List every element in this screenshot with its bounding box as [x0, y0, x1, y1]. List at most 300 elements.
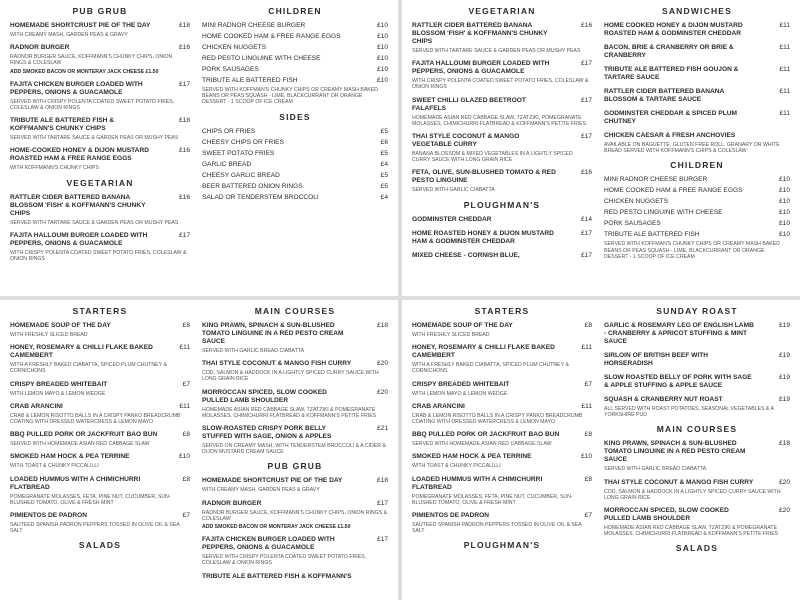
- item-description: WITH LEMON MAYO & LEMON WEDGE: [10, 390, 106, 397]
- item-description: WITH LEMON MAYO & LEMON WEDGE: [412, 390, 508, 397]
- item-description: WITH A FRESHLY BAKED CIABATTA, SPICED PLUM CHUTNEY & CORNICHONS: [412, 362, 569, 375]
- menu-page: [402, 300, 800, 600]
- menu-item: [604, 352, 790, 368]
- item-name: RADNOR BURGER: [202, 499, 262, 507]
- menu-item: [604, 396, 790, 418]
- item-description: SERVED WITH KOFFMAN'S CHUNKY CHIPS OR CREAMY MASH BAKED BEANS OR PEAS SQUASH - LIME, BLACKCURRANT OR ORANGE DESSERT - 1 SCOOP OF ICE CREAM: [604, 241, 780, 260]
- item-name: CHICKEN NUGGETS: [604, 198, 669, 206]
- menu-column: [202, 300, 388, 587]
- item-price: £6: [380, 138, 388, 146]
- menu-item: [412, 476, 592, 506]
- item-name: RED PESTO LINGUINE WITH CHEESE: [604, 209, 723, 217]
- item-price: £16: [178, 193, 190, 201]
- item-description: SERVED WITH GARLIC BREAD CIABATTA: [202, 348, 305, 354]
- item-description: WITH CRISPY POLENTA COATED SWEET POTATO FRIES, COLESLAW & ONION RINGS: [10, 249, 187, 263]
- item-name: SALAD OR TENDERSTEM BROCCOLI: [202, 193, 319, 201]
- menu-item: [202, 22, 388, 30]
- menu-item: [604, 231, 790, 260]
- item-name: MIXED CHEESE - CORNISH BLUE,: [412, 251, 520, 259]
- item-price: £5: [380, 171, 388, 179]
- item-description: SERVED ON CREAMY MASH, WITH TENDERSTEM BROCCOLI & A CIDER & DIJON MUSTARD CREAM SAUCE: [202, 443, 386, 456]
- item-price: £11: [779, 44, 790, 51]
- menu-section: [202, 461, 388, 580]
- item-name: CHIPS OR FRIES: [202, 127, 256, 135]
- item-price: £18: [178, 117, 190, 125]
- item-price: £19: [778, 322, 790, 329]
- item-price: £8: [182, 475, 190, 483]
- menu-item: [202, 33, 388, 41]
- item-name: CHICKEN CAESAR & FRESH ANCHOVIES: [604, 132, 736, 139]
- item-extra: ADD SMOKED BACON OR MONTERAY JACK CHEESE £1.50: [202, 524, 351, 531]
- section-title: SANDWICHES: [661, 6, 733, 16]
- item-price: £20: [778, 507, 790, 515]
- menu-section: [412, 200, 592, 260]
- item-price: £17: [580, 133, 592, 141]
- item-description: RADNOR BURGER SAUCE, KOFFMANN'S CHUNKY CHIPS, ONION RINGS & COLESLAW: [202, 509, 388, 522]
- item-name: HOME COOKED HAM & FREE RANGE EGGS: [604, 187, 743, 195]
- item-price: £10: [376, 66, 388, 73]
- menu-item: [604, 110, 790, 126]
- menu-item: [412, 322, 592, 338]
- menu-item: [10, 322, 190, 338]
- item-price: £10: [778, 176, 790, 184]
- item-price: £19: [778, 352, 790, 359]
- section-title: STARTERS: [474, 306, 530, 316]
- item-description: WITH FRESHLY SLICED BREAD: [10, 332, 88, 338]
- item-price: £10: [778, 187, 790, 195]
- menu-item: [604, 44, 790, 60]
- item-name: MORROCCAN SPICED, SLOW COOKED PULLED LAMB SHOULDER: [202, 388, 327, 404]
- item-name: BACON, BRIE & CRANBERRY OR BRIE & CRANBERRY: [604, 44, 734, 59]
- menu-item: [202, 360, 388, 382]
- menu-item: [604, 440, 790, 472]
- item-name: CHEESY GARLIC BREAD: [202, 171, 280, 179]
- item-description: COD, SALMON & HADDOCK IN A LIGHTLY SPICED CURRY SAUCE WITH LONG GRAIN RICE: [604, 488, 781, 501]
- item-price: £16: [178, 147, 190, 155]
- item-name: PORK SAUSAGES: [202, 66, 259, 73]
- item-description: SERVED WITH KOFFMAN'S CHUNKY CHIPS OR CREAMY MASH BAKED BEANS OR PEAS SQUASH - LIME, BLACKCURRANT OR ORANGE DESSERT - 1 SCOOP OF ICE CREAM: [202, 87, 378, 106]
- item-description: CRAB & LEMON RISOTTO BALLS IN A CRISPY PANKO BREADCRUMB COATING WITH DRESSED WATERCRESS & LEMON MAYO: [412, 412, 583, 426]
- menu-item: [10, 194, 190, 226]
- item-name: MINI RADNOR CHEESE BURGER: [604, 176, 708, 184]
- item-price: £17: [178, 231, 190, 239]
- item-name: SLOW ROASTED BELLY OF PORK WITH SAGE & APPLE STUFFING & APPLE SAUCE: [604, 374, 752, 389]
- item-name: HOME ROASTED HONEY & DIJON MUSTARD HAM & GODMINSTER CHEDDAR: [412, 229, 554, 245]
- menu-column: [412, 0, 592, 266]
- item-description: POMEGRANATE MOLASSES, FETA, PINE NUT, CUCUMBER, SUN-BLUSHED TOMATO, OLIVE & FRESH MINT: [412, 493, 573, 506]
- item-price: £20: [376, 388, 388, 396]
- section-title: SIDES: [279, 111, 311, 122]
- item-name: GARLIC BREAD: [202, 160, 252, 168]
- menu-item: [202, 66, 388, 74]
- item-description: WITH CRISPY POLENTA COATED SWEET POTATO FRIES, COLESLAW & ONION RINGS: [412, 78, 589, 91]
- item-name: HONEY, ROSEMARY & CHILLI FLAKE BAKED CAMEMBERT: [10, 344, 153, 360]
- menu-item: [412, 230, 592, 246]
- menu-item: [604, 198, 790, 206]
- item-name: FAJITA CHICKEN BURGER LOADED WITH PEPPERS, ONIONS & GUACAMOLE: [10, 80, 143, 96]
- menu-item: [412, 381, 592, 397]
- item-price: £10: [376, 33, 388, 40]
- item-name: TRIBUTE ALE BATTERED FISH & KOFFMANN'S CHUNKY CHIPS: [10, 117, 115, 133]
- section-title: PLOUGHMAN'S: [463, 199, 541, 210]
- item-price: £16: [580, 22, 592, 29]
- menu-section: [10, 306, 190, 534]
- item-name: LOADED HUMMUS WITH A CHIMICHURRI FLATBREAD: [10, 475, 141, 491]
- menu-item: [412, 133, 592, 163]
- menu-item: [412, 512, 592, 534]
- menu-item: [10, 381, 190, 397]
- item-price: £10: [376, 44, 388, 51]
- item-name: SIRLOIN OF BRITISH BEEF WITH HORSERADISH: [604, 352, 709, 367]
- section-title: MAIN COURSES: [656, 424, 738, 435]
- item-name: HONEY, ROSEMARY & CHILLI FLAKE BAKED CAMEMBERT: [412, 344, 555, 360]
- item-name: CRAB ARANCINI: [412, 402, 465, 410]
- item-description: SERVED WITH TARTARE SAUCE & GARDEN PEAS OR MUSHY PEAS: [412, 48, 581, 54]
- menu-item: [10, 476, 190, 506]
- item-price: £7: [182, 380, 190, 388]
- menu-section: [412, 540, 592, 550]
- item-price: £20: [376, 360, 388, 368]
- item-name: HOME-COOKED HONEY & DIJON MUSTARD ROASTED HAM & FREE RANGE EGGS: [10, 147, 149, 163]
- item-price: £10: [178, 453, 190, 461]
- menu-item: [10, 512, 190, 534]
- item-name: GODMINSTER CHEDDAR & SPICED PLUM CHUTNEY: [604, 110, 737, 125]
- item-description: SERVED WITH CRISPY POLENTA COATED SWEET POTATO FRIES, COLESLAW & ONION RINGS: [202, 554, 367, 567]
- item-price: £10: [376, 22, 388, 29]
- menu-section: [202, 306, 388, 455]
- menu-item: [412, 453, 592, 469]
- item-name: SWEET POTATO FRIES: [202, 149, 275, 157]
- item-price: £18: [376, 322, 388, 329]
- item-price: £21: [376, 425, 388, 433]
- menu-item: [604, 88, 790, 104]
- item-name: SLOW-ROASTED CRISPY PORK BELLY STUFFED WITH SAGE, ONION & APPLES: [202, 425, 332, 441]
- item-description: COD, SALMON & HADDOCK IN A LIGHTLY SPICED CURRY SAUCE WITH LONG GRAIN RICE: [202, 370, 379, 383]
- item-name: THAI STYLE COCONUT & MANGO VEGETABLE CURRY: [412, 133, 520, 149]
- menu-item: [412, 22, 592, 54]
- item-price: £11: [779, 22, 790, 29]
- menu-item: [604, 374, 790, 390]
- item-price: £17: [580, 229, 592, 237]
- item-description: ALL SERVED WITH ROAST POTATOES, SEASONAL VEGETABLES & A YORKSHIRE PUD: [604, 406, 774, 419]
- section-title: PUB GRUB: [72, 6, 128, 16]
- section-title: VEGETARIAN: [468, 6, 536, 16]
- menu-section: [10, 6, 190, 172]
- item-name: FETA, OLIVE, SUN-BLUSHED TOMATO & RED PESTO LINGUINE: [412, 169, 556, 185]
- menu-item: [10, 147, 190, 171]
- item-name: THAI STYLE COCONUT & MANGO FISH CURRY: [202, 360, 352, 368]
- menu-item: [202, 322, 388, 354]
- item-name: TRIBUTE ALE BATTERED FISH & KOFFMANN'S: [202, 572, 352, 580]
- item-name: KING PRAWN, SPINACH & SUN-BLUSHED TOMATO LINGUINE IN A RED PESTO CREAM SAUCE: [202, 322, 344, 345]
- section-title: MAIN COURSES: [254, 306, 336, 316]
- item-description: WITH TOAST & CHUNKY PICCALILLI: [412, 463, 501, 470]
- item-name: SQUASH & CRANBERRY NUT ROAST: [604, 396, 723, 403]
- menu-item: [10, 232, 190, 262]
- item-name: FAJITA HALLOUMI BURGER LOADED WITH PEPPERS, ONIONS & GUACAMOLE: [412, 60, 550, 76]
- menu-item: [604, 132, 790, 154]
- item-name: CRAB ARANCINI: [10, 402, 63, 410]
- item-price: £8: [584, 475, 592, 483]
- item-price: £5: [380, 149, 388, 157]
- item-price: £8: [584, 322, 592, 329]
- menu-item: [202, 389, 388, 419]
- item-price: £11: [581, 402, 592, 410]
- item-description: SERVED WITH CRISPY POLENTA COATED SWEET POTATO FRIES, COLESLAW & ONION RINGS: [10, 98, 175, 112]
- item-extra: ADD SMOKED BACON OR MONTERAY JACK CHEESE £1.50: [10, 68, 159, 75]
- menu-item: [10, 431, 190, 447]
- menu-item: [604, 66, 790, 82]
- item-price: £18: [178, 22, 190, 29]
- menu-item: [202, 536, 388, 566]
- menu-item: [10, 81, 190, 111]
- item-price: £10: [778, 198, 790, 206]
- menu-item: [202, 128, 388, 136]
- menu-item: [202, 172, 388, 180]
- menu-section: [604, 543, 790, 553]
- menu-column: [202, 0, 388, 205]
- item-name: HOMEMADE SOUP OF THE DAY: [412, 322, 513, 329]
- section-title: CHILDREN: [670, 160, 724, 171]
- item-description: WITH CREAMY MASH, GARDEN PEAS & GRAVY: [202, 487, 320, 494]
- item-description: HOMEMADE ASIAN RED CABBAGE SLAW, TZATZIKI & POMEGRANATE MOLASSES, CHIMICHURRI FLATBREAD & KOFFMANN'S PETITE FRIES: [604, 525, 779, 538]
- item-name: FAJITA CHICKEN BURGER LOADED WITH PEPPERS, ONIONS & GUACAMOLE: [202, 536, 335, 552]
- item-description: SAUTEED SPANISH PADRON PEPPERS TOSSED IN OLIVE OIL & SEA SALT: [10, 522, 180, 535]
- item-price: £11: [779, 66, 790, 73]
- menu-page: [0, 0, 398, 296]
- item-price: £10: [778, 209, 790, 217]
- item-name: TRIBUTE ALE BATTERED FISH: [604, 231, 700, 239]
- item-name: PIMIENTOS DE PADRON: [10, 512, 88, 520]
- item-name: CHICKEN NUGGETS: [202, 44, 267, 51]
- item-price: £17: [580, 60, 592, 68]
- menu-item: [412, 344, 592, 374]
- menu-column: [412, 300, 592, 556]
- section-title: SALADS: [675, 543, 719, 554]
- menu-item: [202, 55, 388, 63]
- item-name: HOMEMADE SHORTCRUST PIE OF THE DAY: [202, 477, 343, 485]
- menu-item: [202, 139, 388, 147]
- item-description: SAUTEED SPANISH PADRON PEPPERS TOSSED IN OLIVE OIL & SEA SALT: [412, 522, 582, 535]
- menu-item: [412, 431, 592, 447]
- menu-item: [202, 77, 388, 106]
- section-title: SUNDAY ROAST: [656, 306, 738, 316]
- item-price: £11: [581, 344, 592, 352]
- menu-item: [202, 477, 388, 493]
- item-price: £7: [584, 512, 592, 520]
- item-price: £11: [179, 402, 190, 410]
- item-name: CRISPY BREADED WHITEBAIT: [412, 380, 510, 388]
- menu-item: [10, 22, 190, 38]
- menu-column: [604, 300, 790, 559]
- item-name: KING PRAWN, SPINACH & SUN-BLUSHED TOMATO LINGUINE IN A RED PESTO CREAM SAUCE: [604, 440, 746, 464]
- item-description: RADNOR BURGER SAUCE, KOFFMANN'S CHUNKY CHIPS, ONION RINGS & COLESLAW: [10, 54, 173, 67]
- item-name: GODMINSTER CHEDDAR: [412, 215, 492, 223]
- menu-section: [412, 6, 592, 194]
- menu-section: [604, 160, 790, 260]
- item-name: HOMEMADE SHORTCRUST PIE OF THE DAY: [10, 22, 151, 29]
- section-title: CHILDREN: [268, 6, 322, 16]
- menu-item: [10, 453, 190, 469]
- menu-page: [402, 0, 800, 296]
- item-description: SERVED WITH GARLIC BREAD CIABATTA: [604, 466, 707, 473]
- item-description: BANANA BLOSSOM & MIXED VEGETABLES IN A LIGHTLY SPICED CURRY SAUCE WITH LONG GRAIN RICE: [412, 151, 573, 164]
- item-name: HOMEMADE SOUP OF THE DAY: [10, 322, 111, 329]
- item-name: RADNOR BURGER: [10, 44, 70, 52]
- item-description: SERVED WITH TARTARE SAUCE & GARDEN PEAS OR MUSHY PEAS: [10, 135, 179, 142]
- item-name: LOADED HUMMUS WITH A CHIMICHURRI FLATBREAD: [412, 475, 543, 491]
- menu-item: [10, 44, 190, 75]
- item-price: £10: [376, 77, 388, 84]
- item-description: SERVED WITH TARTARE SAUCE & GARDEN PEAS OR MUSHY PEAS: [10, 219, 179, 226]
- item-name: SMOKED HAM HOCK & PEA TERRINE: [412, 453, 532, 461]
- item-price: £17: [580, 251, 592, 259]
- item-price: £17: [376, 499, 388, 507]
- item-name: TRIBUTE ALE BATTERED FISH GOUJON & TARTARE SAUCE: [604, 66, 739, 81]
- item-description: WITH TOAST & CHUNKY PICCALILLI: [10, 463, 99, 470]
- item-name: HOME COOKED HAM & FREE RANGE EGGS: [202, 33, 341, 40]
- item-name: CRISPY BREADED WHITEBAIT: [10, 380, 108, 388]
- menu-item: [412, 403, 592, 425]
- item-name: MINI RADNOR CHEESE BURGER: [202, 22, 306, 29]
- menu-item: [10, 117, 190, 141]
- item-description: SERVED WITH HOMEMADE ASIAN RED CABBAGE SLAW: [412, 441, 552, 448]
- item-price: £5: [380, 127, 388, 135]
- menu-item: [412, 169, 592, 193]
- menu-item: [604, 479, 790, 501]
- item-name: CHEESY CHIPS OR FRIES: [202, 138, 284, 146]
- item-price: £19: [778, 374, 790, 381]
- item-price: £20: [778, 478, 790, 486]
- item-price: £10: [580, 453, 592, 461]
- item-price: £8: [182, 431, 190, 439]
- item-price: £18: [376, 477, 388, 485]
- menu-item: [202, 183, 388, 191]
- item-name: TRIBUTE ALE BATTERED FISH: [202, 77, 298, 84]
- item-name: PORK SAUSAGES: [604, 220, 661, 228]
- menu-item: [10, 344, 190, 374]
- item-price: £4: [380, 193, 388, 201]
- item-description: HOMEMADE ASIAN RED CABBAGE SLAW, TZATZIKI, POMEGRANATE MOLASSES, CHIMICHURRI FLATBREAD & KOFFMANN'S PETITE FRIES: [412, 114, 587, 127]
- menu-item: [604, 187, 790, 195]
- item-description: WITH FRESHLY SLICED BREAD: [412, 332, 490, 338]
- menu-item: [202, 573, 388, 581]
- item-price: £19: [778, 396, 790, 403]
- menu-item: [412, 252, 592, 260]
- item-description: SERVED WITH GARLIC CIABATTA: [412, 187, 495, 194]
- section-title: PLOUGHMAN'S: [463, 540, 541, 551]
- menu-section: [202, 112, 388, 202]
- item-price: £11: [179, 344, 190, 352]
- menu-section: [604, 6, 790, 154]
- menu-item: [202, 44, 388, 52]
- menu-item: [202, 500, 388, 531]
- menu-item: [604, 220, 790, 228]
- section-title: VEGETARIAN: [66, 177, 134, 188]
- item-price: £10: [778, 220, 790, 228]
- section-title: SALADS: [78, 540, 122, 551]
- item-price: £16: [178, 44, 190, 52]
- menu-section: [10, 540, 190, 550]
- item-price: £11: [779, 88, 790, 95]
- menu-item: [412, 60, 592, 90]
- menu-item: [412, 216, 592, 224]
- item-price: £10: [778, 231, 790, 239]
- menu-item: [202, 150, 388, 158]
- item-name: MORROCCAN SPICED, SLOW COOKED PULLED LAMB SHOULDER: [604, 507, 729, 523]
- item-price: £4: [380, 160, 388, 168]
- menu-section: [604, 306, 790, 418]
- item-name: RATTLER CIDER BATTERED BANANA BLOSSOM & TARTARE SAUCE: [604, 88, 725, 103]
- item-name: GARLIC & ROSEMARY LEG OF ENGLISH LAMB - CRANBERRY & APRICOT STUFFING & MINT SAUCE: [604, 322, 754, 345]
- item-price: £17: [580, 96, 592, 104]
- item-price: £17: [376, 536, 388, 544]
- item-price: £17: [178, 80, 190, 88]
- menu-page: [0, 300, 398, 600]
- menu-column: [604, 0, 790, 263]
- item-description: HOMEMADE ASIAN RED CABBAGE SLAW, TZATZIKI & POMEGRANATE MOLASSES, CHIMICHURRI FLATBREAD & KOFFMANN'S PETITE FRIES: [202, 406, 377, 419]
- item-description: WITH KOFFMANN'S CHUNKY CHIPS: [10, 165, 99, 172]
- item-name: SMOKED HAM HOCK & PEA TERRINE: [10, 453, 130, 461]
- menu-item: [202, 425, 388, 455]
- item-price: £7: [584, 380, 592, 388]
- menu-item: [202, 161, 388, 169]
- menu-column: [10, 300, 190, 556]
- item-name: BBQ PULLED PORK OR JACKFRUIT BAO BUN: [412, 431, 560, 439]
- item-price: £8: [182, 322, 190, 329]
- item-name: PIMIENTOS DE PADRON: [412, 512, 490, 520]
- item-price: £8: [584, 431, 592, 439]
- item-price: £18: [778, 440, 790, 448]
- item-name: FAJITA HALLOUMI BURGER LOADED WITH PEPPERS, ONIONS & GUACAMOLE: [10, 231, 148, 247]
- item-description: WITH A FRESHLY BAKED CIABATTA, SPICED PLUM CHUTNEY & CORNICHONS: [10, 362, 167, 375]
- menu-item: [412, 97, 592, 127]
- menu-section: [202, 6, 388, 106]
- menu-item: [604, 322, 790, 346]
- menu-item: [202, 194, 388, 202]
- item-price: £11: [779, 110, 790, 117]
- menu-item: [604, 507, 790, 537]
- item-name: BEER BATTERED ONION RINGS: [202, 182, 303, 190]
- item-description: SERVED WITH HOMEMADE ASIAN RED CABBAGE SLAW: [10, 441, 150, 448]
- menu-section: [604, 424, 790, 537]
- item-price: £7: [182, 512, 190, 520]
- item-name: RED PESTO LINGUINE WITH CHEESE: [202, 55, 321, 62]
- item-description: WITH CREAMY MASH, GARDEN PEAS & GRAVY: [10, 32, 128, 38]
- menu-section: [10, 178, 190, 263]
- section-title: STARTERS: [72, 306, 128, 316]
- item-name: THAI STYLE COCONUT & MANGO FISH CURRY: [604, 478, 754, 486]
- item-name: SWEET CHILLI GLAZED BEETROOT FALAFELS: [412, 96, 526, 112]
- menu-item: [604, 22, 790, 38]
- item-name: RATTLER CIDER BATTERED BANANA BLOSSOM 'FISH' & KOFFMANN'S CHUNKY CHIPS: [412, 22, 548, 45]
- item-name: HOME COOKED HONEY & DIJON MUSTARD ROASTED HAM & GODMINSTER CHEDDAR: [604, 22, 743, 37]
- menu-item: [604, 209, 790, 217]
- item-price: £5: [380, 182, 388, 190]
- item-name: BBQ PULLED PORK OR JACKFRUIT BAO BUN: [10, 431, 158, 439]
- item-price: £10: [376, 55, 388, 62]
- item-name: RATTLER CIDER BATTERED BANANA BLOSSOM 'FISH' & KOFFMANN'S CHUNKY CHIPS: [10, 193, 146, 217]
- item-description: AVAILABLE ON BAGUETTE, GLUTEN FREE ROLL, GRANARY OR WHITE BREAD SERVED WITH KOFFMANN'S CHIPS & COLESLAW: [604, 142, 780, 155]
- menu-column: [10, 0, 190, 268]
- item-description: POMEGRANATE MOLASSES, FETA, PINE NUT, CUCUMBER, SUN-BLUSHED TOMATO, OLIVE & FRESH MINT: [10, 493, 171, 506]
- menu-item: [604, 176, 790, 184]
- item-description: CRAB & LEMON RISOTTO BALLS IN A CRISPY PANKO BREADCRUMB COATING WITH DRESSED WATERCRESS & LEMON MAYO: [10, 412, 181, 426]
- menu-item: [10, 403, 190, 425]
- item-price: £14: [580, 215, 592, 223]
- item-price: £16: [580, 169, 592, 177]
- menu-section: [412, 306, 592, 534]
